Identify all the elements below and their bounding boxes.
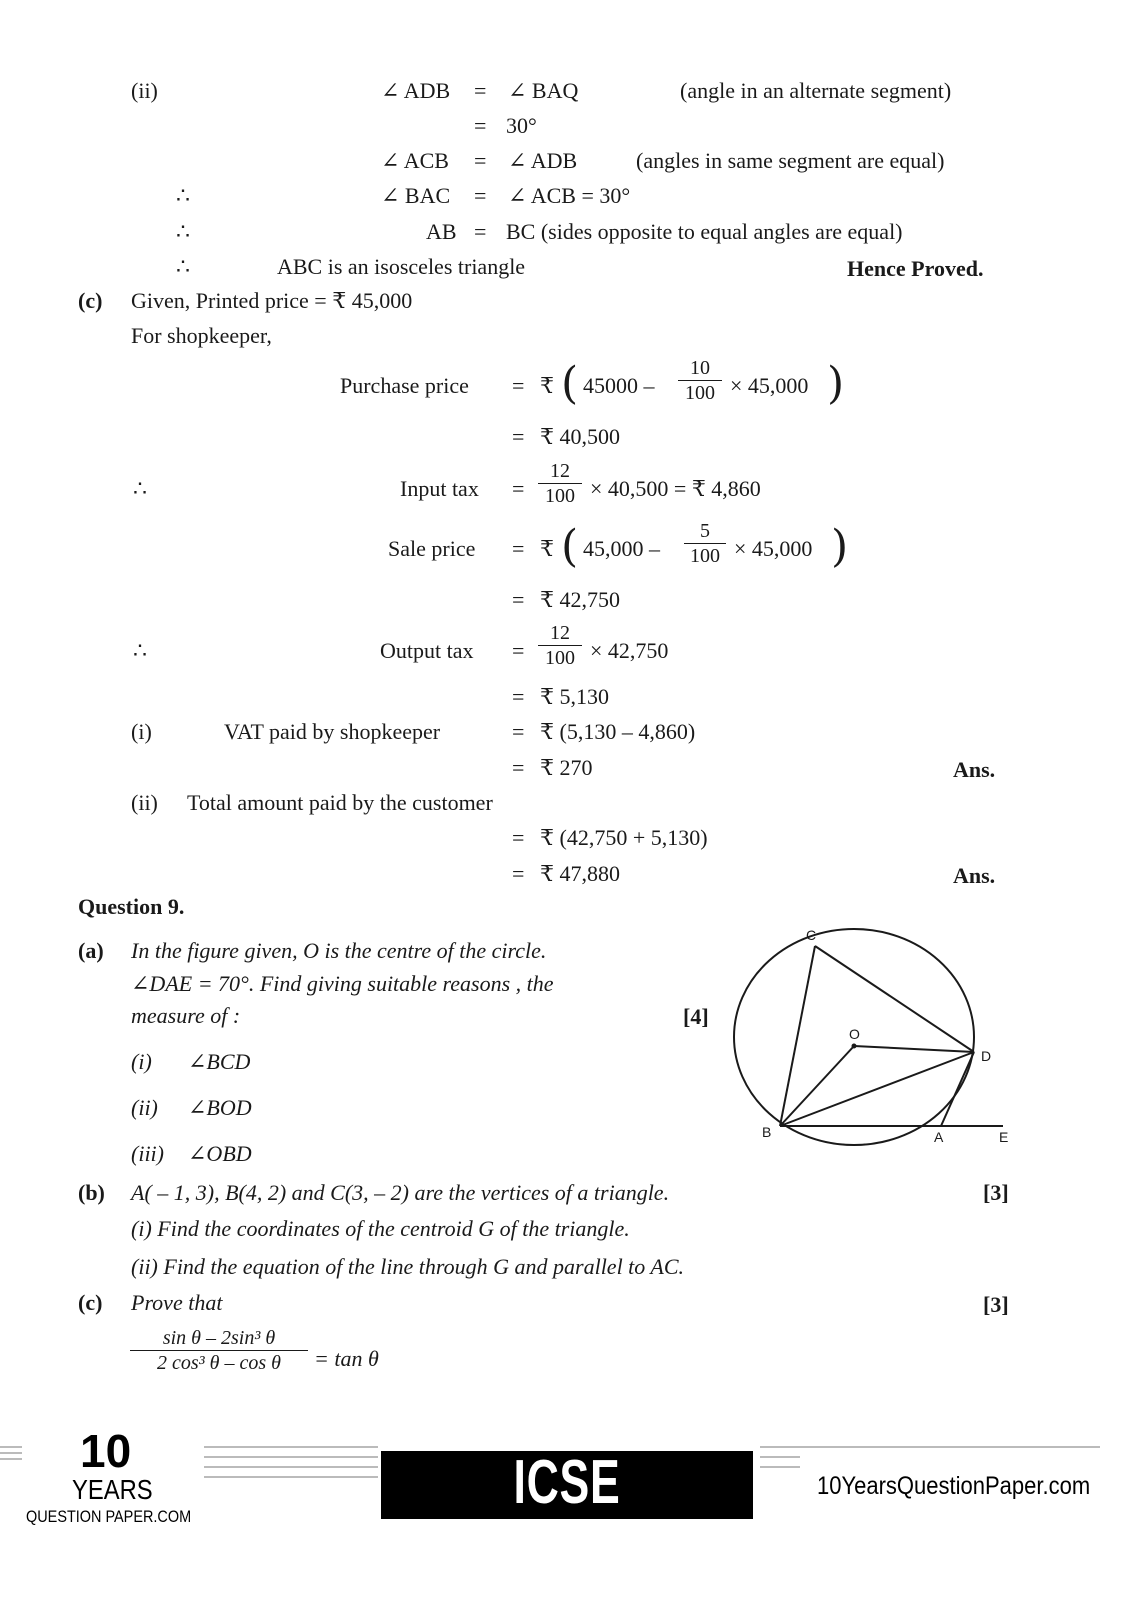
left-paren: ( <box>561 521 579 572</box>
sub-label-ii: (ii) <box>131 1095 158 1120</box>
vat-expression: ₹ (5,130 – 4,860) <box>540 719 696 744</box>
fraction-denominator: 100 <box>545 647 575 669</box>
output-fraction <box>538 623 582 668</box>
sale-price-result: ₹ 42,750 <box>540 587 620 612</box>
equals-sign: = <box>512 587 525 612</box>
q9b-part-ii: (ii) Find the equation of the line through G and parallel to AC. <box>131 1254 685 1279</box>
marks-badge: [3] <box>983 1180 1009 1205</box>
point-label-b: B <box>762 1124 772 1140</box>
board-banner <box>381 1448 753 1581</box>
output-tax-label: Output tax <box>380 638 474 663</box>
fraction-numerator: 12 <box>538 623 582 646</box>
hence-proved: Hence Proved. <box>847 256 984 281</box>
divider <box>0 1458 22 1460</box>
equals-sign: = <box>474 183 487 208</box>
therefore-symbol: ∴ <box>133 476 147 501</box>
proof-lhs-3: ∠ ACB <box>381 148 449 173</box>
total-amount-label: Total amount paid by the customer <box>187 790 493 815</box>
q9a-line-2: ∠DAE = 70°. Find giving suitable reasons , the <box>131 971 554 996</box>
proof-rhs-2: 30° <box>506 113 537 138</box>
equals-sign: = <box>512 536 525 561</box>
proof-rhs-1: ∠ BAQ <box>508 78 579 103</box>
label-ii: (ii) <box>131 790 158 815</box>
q9a-line-3: measure of : <box>131 1003 241 1028</box>
board-title: ICSE BOARD X <box>461 1448 673 1581</box>
therefore-symbol: ∴ <box>176 254 190 279</box>
proof-conclusion: ABC is an isosceles triangle <box>277 254 526 279</box>
equals-sign: = <box>512 684 525 709</box>
fraction-numerator: 10 <box>678 358 722 381</box>
equals-sign: = <box>474 219 487 244</box>
sub-label-iii: (iii) <box>131 1141 164 1166</box>
vat-label: VAT paid by shopkeeper <box>224 719 441 744</box>
equals-sign: = <box>474 113 487 138</box>
marks-badge: [4] <box>683 1004 709 1029</box>
fraction-numerator: 5 <box>684 521 726 544</box>
ans-label: Ans. <box>953 863 996 888</box>
label-a: (a) <box>78 938 104 963</box>
trig-fraction <box>130 1328 308 1373</box>
fraction-denominator: 100 <box>685 382 715 404</box>
proof-lhs-4: ∠ BAC <box>381 183 451 208</box>
equals-sign: = <box>512 638 525 663</box>
output-tax-result: ₹ 5,130 <box>540 684 609 709</box>
purchase-price-label: Purchase price <box>340 373 469 398</box>
angle-bcd: ∠BCD <box>188 1049 251 1074</box>
label-b: (b) <box>78 1180 105 1205</box>
sale-fraction <box>684 521 726 566</box>
trig-rhs: = tan θ <box>314 1346 379 1371</box>
equals-sign: = <box>512 825 525 850</box>
ans-label: Ans. <box>953 757 996 782</box>
divider <box>0 1446 22 1448</box>
rupee-symbol: ₹ <box>540 536 554 561</box>
proof-lhs-1: ∠ ADB <box>381 78 451 103</box>
purchase-term-a: 45000 – <box>583 373 655 398</box>
angle-obd: ∠OBD <box>188 1141 252 1166</box>
equals-sign: = <box>512 861 525 886</box>
label-c: (c) <box>78 1290 103 1315</box>
label-i: (i) <box>131 719 152 744</box>
sale-term-b: × 45,000 <box>734 536 813 561</box>
divider <box>760 1446 1100 1448</box>
given-printed-price: Given, Printed price = ₹ 45,000 <box>131 288 413 313</box>
point-label-c: C <box>806 927 817 943</box>
divider <box>204 1476 378 1478</box>
therefore-symbol: ∴ <box>176 183 190 208</box>
site-link[interactable]: 10YearsQuestionPaper.com <box>817 1472 1091 1500</box>
total-result: ₹ 47,880 <box>540 861 620 886</box>
equals-sign: = <box>474 78 487 103</box>
segment-bo <box>780 1046 854 1126</box>
proof-reason-1: (angle in an alternate segment) <box>680 78 952 103</box>
total-expression: ₹ (42,750 + 5,130) <box>540 825 708 850</box>
circle-figure <box>720 915 1030 1155</box>
equals-sign: = <box>512 373 525 398</box>
q9b-text: A( – 1, 3), B(4, 2) and C(3, – 2) are the vertices of a triangle. <box>131 1180 670 1205</box>
q9a-line-1: In the figure given, O is the centre of the circle. <box>131 938 547 963</box>
marks-badge: [3] <box>983 1292 1009 1317</box>
angle-bod: ∠BOD <box>188 1095 252 1120</box>
equals-sign: = <box>474 148 487 173</box>
divider <box>204 1466 378 1468</box>
fraction-numerator: sin θ – 2sin³ θ <box>130 1328 308 1351</box>
question-title: Question 9. <box>78 894 185 919</box>
output-tax-expression: × 42,750 <box>590 638 669 663</box>
equals-sign: = <box>512 476 525 501</box>
divider <box>760 1456 800 1458</box>
input-fraction <box>538 461 582 506</box>
fraction-denominator: 2 cos³ θ – cos θ <box>157 1352 281 1374</box>
right-paren: ) <box>831 521 849 572</box>
divider <box>0 1452 22 1454</box>
q9b-part-i: (i) Find the coordinates of the centroid G of the triangle. <box>131 1216 630 1241</box>
equals-sign: = <box>512 755 525 780</box>
proof-reason-3: (angles in same segment are equal) <box>636 148 945 173</box>
point-label-e: E <box>999 1129 1009 1145</box>
logo-years: YEARS <box>72 1474 153 1505</box>
equals-sign: = <box>512 719 525 744</box>
sale-term-a: 45,000 – <box>583 536 660 561</box>
q9c-text: Prove that <box>131 1290 223 1315</box>
fraction-denominator: 100 <box>545 485 575 507</box>
logo-tagline: QUESTION PAPER.COM <box>26 1507 192 1526</box>
right-paren: ) <box>827 358 845 409</box>
proof-rhs-5: BC (sides opposite to equal angles are equal) <box>506 219 903 244</box>
equals-sign: = <box>512 424 525 449</box>
left-paren: ( <box>561 358 579 409</box>
therefore-symbol: ∴ <box>133 638 147 663</box>
purchase-term-b: × 45,000 <box>730 373 809 398</box>
sale-price-label: Sale price <box>388 536 476 561</box>
sub-label-i: (i) <box>131 1049 152 1074</box>
divider <box>204 1456 378 1458</box>
segment-od <box>854 1046 974 1052</box>
proof-rhs-3: ∠ ADB <box>508 148 578 173</box>
input-tax-label: Input tax <box>400 476 479 501</box>
fraction-denominator: 100 <box>690 545 720 567</box>
segment-cd <box>815 946 974 1052</box>
segment-bc <box>780 946 815 1126</box>
label-ii: (ii) <box>131 78 158 103</box>
point-label-d: D <box>981 1048 992 1064</box>
proof-lhs-5: AB <box>426 219 457 244</box>
divider <box>760 1466 800 1468</box>
purchase-fraction <box>678 358 722 403</box>
point-label-a: A <box>934 1129 944 1145</box>
therefore-symbol: ∴ <box>176 219 190 244</box>
point-label-o: O <box>849 1026 860 1042</box>
fraction-numerator: 12 <box>538 461 582 484</box>
input-tax-result: × 40,500 = ₹ 4,860 <box>590 476 761 501</box>
vat-result: ₹ 270 <box>540 755 593 780</box>
logo-number: 10 <box>80 1425 132 1477</box>
purchase-price-result: ₹ 40,500 <box>540 424 620 449</box>
label-c: (c) <box>78 288 103 313</box>
proof-rhs-4: ∠ ACB = 30° <box>508 183 631 208</box>
divider <box>204 1446 378 1448</box>
rupee-symbol: ₹ <box>540 373 554 398</box>
for-shopkeeper: For shopkeeper, <box>131 323 272 348</box>
